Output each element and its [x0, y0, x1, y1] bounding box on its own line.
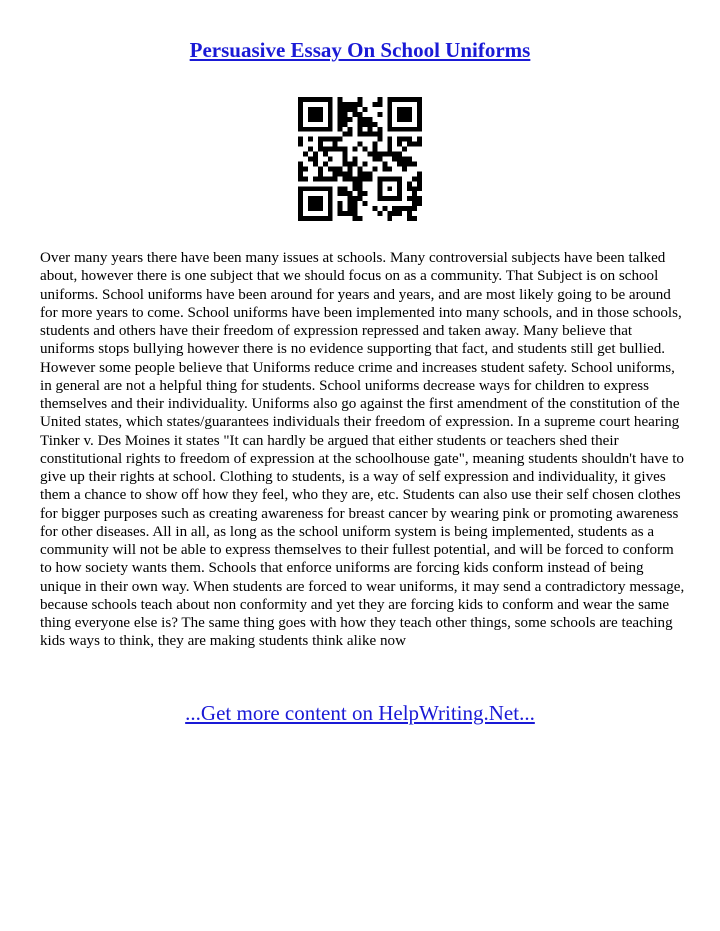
- document-title-link[interactable]: Persuasive Essay On School Uniforms: [189, 38, 531, 62]
- essay-body-text: Over many years there have been many issues at schools. Many controversial subjects have been talked about, however there is one subject that we should focus on as a community. That Subject is on school uniforms. School uniforms have been around for years and years, and are most likely going to be around for more years to come. School uniforms have been implemented into many schools, and in those schools, students and others have their freedom of expression repressed and taken away. Many believe that uniforms stops bullying however there is no evidence supporting that fact, and students still get bullied. However some people believe that Uniforms reduce crime and increases student safety. School uniforms, in general are not a helpful thing for students. School uniforms decrease ways for children to express themselves and their individuality. Uniforms also go against the first amendment of the constitution of the United states, which states/guarantees individuals their freedom of expression. In a supreme court hearing Tinker v. Des Moines it states "It can hardly be argued that either students or teachers shed their constitutional rights to freedom of expression at the schoolhouse gate", meaning students shouldn't have to give up their rights at school. Clothing to students, is a way of self expression and individuality, it gives them a chance to show off how they feel, who they are, etc. Students can also use their self chosen clothes for bigger purposes such as creating awareness for breast cancer by wearing pink or promoting awareness for other diseases. All in all, as long as the school uniform system is being implemented, students as a community will not be able to express themselves to their fullest potential, and will be forced to conform to how society wants them. Schools that enforce uniforms are forcing kids conform instead of being unique in their own way. When students are forced to wear uniforms, it may send a contradictory message, because schools teach about non conformity and yet they are forcing kids to conform and wear the same thing everyone else is? The same thing goes with how they teach other things, some schools are teaching kids ways to think, they are making students think alike now: [40, 250, 685, 650]
- qr-code-icon: [298, 97, 422, 221]
- get-more-content-link[interactable]: ...Get more content on HelpWriting.Net...: [185, 701, 535, 725]
